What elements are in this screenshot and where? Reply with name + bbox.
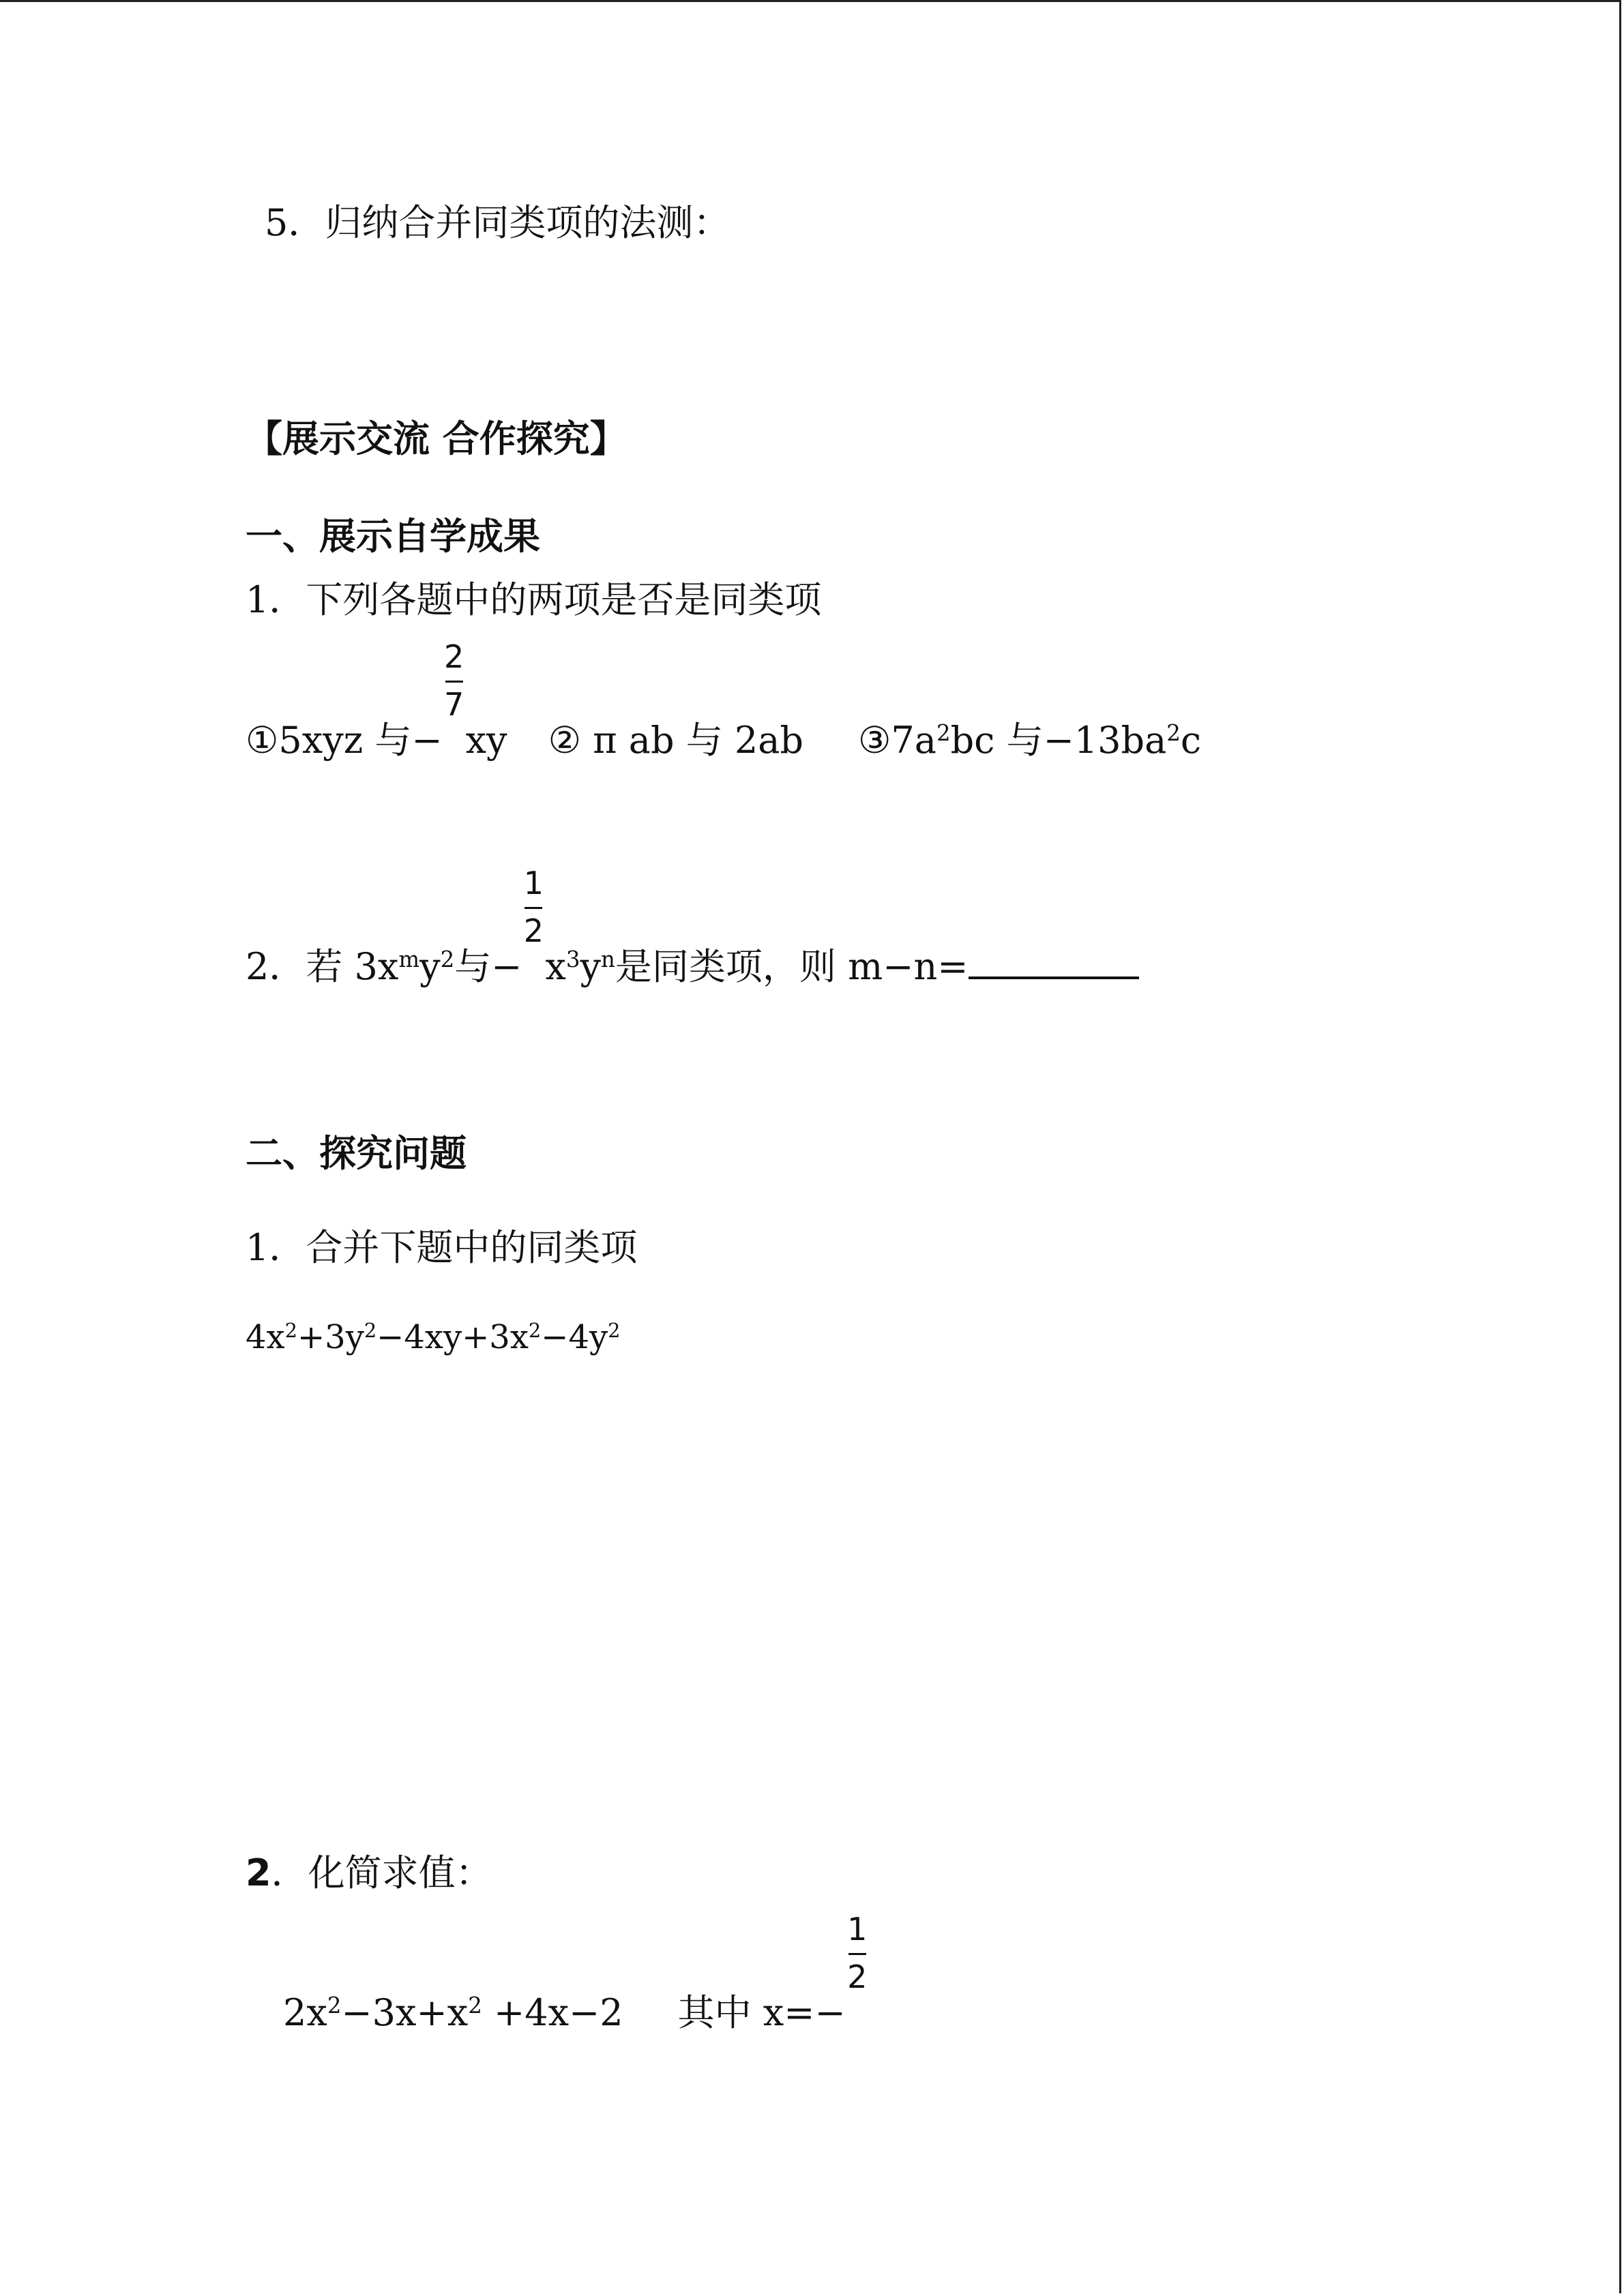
- part1-items: [246, 638, 1202, 762]
- fraction-numerator: 1: [847, 1911, 868, 1948]
- expr-term: −4y: [541, 1318, 608, 1356]
- part2-question-1: 1．合并下题中的同类项: [246, 1226, 638, 1269]
- fraction-numerator: 1: [523, 865, 544, 901]
- fraction-denominator: 2: [523, 912, 544, 949]
- q2-text-a: 2．若 3x: [246, 945, 399, 988]
- exponent: 3: [565, 946, 580, 973]
- exponent: 2: [364, 1319, 377, 1343]
- fraction-bar: [445, 681, 463, 683]
- part1-heading: 一、展示自学成果: [246, 515, 540, 558]
- exponent: 2: [608, 1319, 621, 1343]
- expr-term: +3y: [297, 1318, 364, 1356]
- q2-text-c: 与−: [454, 945, 522, 988]
- exponent: m: [398, 946, 420, 973]
- where-clause: 其中 x=−: [677, 1991, 846, 2034]
- exponent: 2: [936, 720, 951, 747]
- question-number: 2: [246, 1851, 271, 1894]
- item-3-a: ③7a: [858, 719, 936, 762]
- exponent: 2: [284, 1319, 297, 1343]
- part1-question-1: 1．下列各题中的两项是否是同类项: [246, 578, 822, 621]
- item-1-tail: xy: [465, 719, 507, 762]
- fraction-bar: [525, 907, 542, 909]
- part2-expression: [246, 1318, 621, 1356]
- section-title: 【展示交流 合作探究】: [246, 417, 627, 460]
- expr-term: 2x: [283, 1991, 327, 2034]
- question-text: ．化简求值：: [271, 1851, 492, 1894]
- q2-text-e: y: [580, 945, 602, 988]
- expr-term: −3x+x: [341, 1991, 469, 2034]
- q2-text-f: 是同类项，则 m−n=: [615, 945, 969, 988]
- part2-expression-2: [283, 1911, 869, 2034]
- question-5: 5．归纳合并同类项的法测：: [265, 201, 730, 244]
- fraction-one-half: [847, 1911, 868, 2025]
- fraction-denominator: 7: [443, 686, 464, 723]
- exponent: 2: [528, 1319, 542, 1343]
- exponent: 2: [440, 946, 455, 973]
- fraction-denominator: 2: [847, 1958, 868, 1995]
- exponent: 2: [1166, 720, 1181, 747]
- exponent: 2: [327, 1993, 342, 2019]
- expr-term: 4x: [246, 1318, 285, 1356]
- expr-term: −4xy+3x: [377, 1318, 529, 1356]
- part1-question-2: [246, 865, 1139, 988]
- fraction-two-sevenths: [443, 638, 464, 753]
- exponent: n: [601, 946, 615, 973]
- item-3-c: c: [1180, 719, 1202, 762]
- fraction-bar: [848, 1953, 866, 1955]
- item-2: ② π ab 与 2ab: [548, 719, 804, 762]
- answer-blank[interactable]: [969, 940, 1139, 979]
- part2-heading: 二、探究问题: [246, 1132, 467, 1175]
- item-1-lead: ①5xyz 与−: [246, 719, 443, 762]
- part2-question-2: [246, 1851, 492, 1894]
- expr-term: +4x−2: [482, 1991, 623, 2034]
- fraction-numerator: 2: [443, 638, 464, 675]
- q2-text-b: y: [419, 945, 441, 988]
- q2-text-d: x: [545, 945, 566, 988]
- fraction-one-half: [523, 865, 544, 979]
- exponent: 2: [468, 1993, 482, 2019]
- item-3-b: bc 与−13ba: [950, 719, 1167, 762]
